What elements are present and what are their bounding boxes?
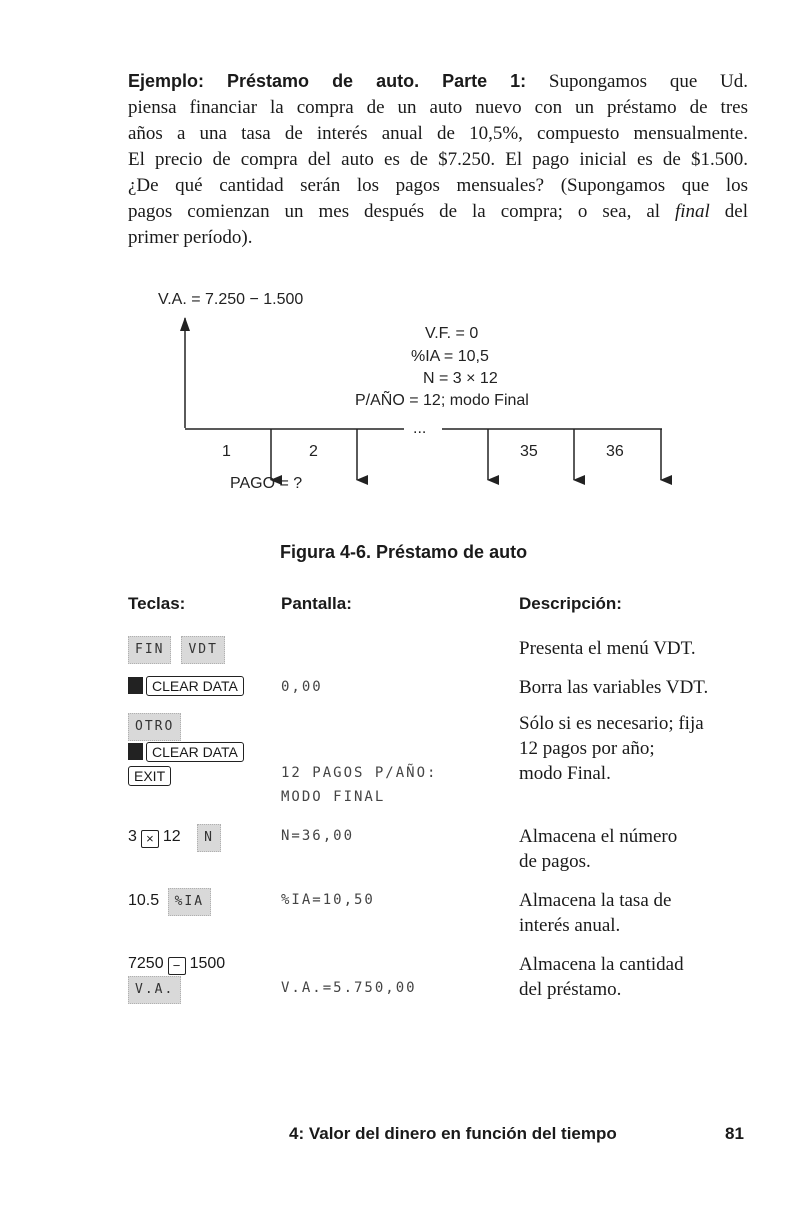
example-heading: Ejemplo: Préstamo de auto. Parte 1: (128, 71, 527, 91)
minus-key[interactable]: − (168, 957, 186, 975)
keys-row-6: 7250 − 1500 V.A. (128, 952, 225, 1004)
va-label: V.A. = 7.250 − 1.500 (158, 291, 304, 308)
intro-line-7: primer período). (128, 227, 253, 248)
intro-line-1: Ejemplo: Préstamo de auto. Parte 1: Supongamos que Ud. (128, 71, 748, 92)
softkey-vdt[interactable]: VDT (181, 636, 224, 664)
figure-caption: Figura 4-6. Préstamo de auto (280, 542, 528, 562)
shift-key-icon[interactable] (128, 743, 143, 760)
clear-data-key[interactable]: CLEAR DATA (146, 742, 244, 762)
period-2: 2 (309, 443, 318, 460)
desc-row-2: Borra las variables VDT. (519, 677, 709, 698)
display-row-2: 0,00 (281, 679, 323, 695)
n-label: N = 3 × 12 (423, 370, 498, 387)
keys-row-2 (128, 675, 244, 699)
display-row-3-line-1: 12 PAGOS P/AÑO: (281, 765, 438, 781)
keys-column-heading: Teclas: (128, 594, 186, 613)
softkey-n[interactable]: N (197, 824, 221, 852)
period-1: 1 (222, 443, 231, 460)
softkey-otro[interactable]: OTRO (128, 713, 181, 741)
keys-row-1 (128, 636, 235, 664)
keys-row-5: 10.5 %IA (128, 888, 221, 916)
pago-label: PAGO = ? (230, 475, 303, 492)
description-column-heading: Descripción: (519, 594, 622, 613)
softkey-fin[interactable]: FIN (128, 636, 171, 664)
intro-line-4: El precio de compra del auto es de $7.250. El pago inicial es de $1.500. (128, 149, 748, 170)
chapter-footer: 4: Valor del dinero en función del tiempo (289, 1124, 617, 1143)
period-36: 36 (606, 443, 624, 460)
clear-data-key[interactable]: CLEAR DATA (146, 676, 244, 696)
final-emphasis: final (674, 201, 710, 222)
display-row-3-line-2: MODO FINAL (281, 789, 386, 805)
ia-label: %IA = 10,5 (411, 348, 489, 365)
display-row-4: N=36,00 (281, 828, 355, 844)
exit-key[interactable]: EXIT (128, 766, 171, 786)
desc-row-4: Almacena el número de pagos. (519, 826, 678, 872)
desc-row-5: Almacena la tasa de interés anual. (519, 890, 672, 936)
intro-line-2: piensa financiar la compra de un auto nuevo con un préstamo de tres (128, 97, 748, 118)
desc-row-6: Almacena la cantidad del préstamo. (519, 954, 684, 1000)
display-row-5: %IA=10,50 (281, 892, 375, 908)
pano-label: P/AÑO = 12; modo Final (355, 392, 529, 409)
display-row-6: V.A.=5.750,00 (281, 980, 417, 996)
shift-key-icon[interactable] (128, 677, 143, 694)
timeline-ellipsis: ... (413, 420, 427, 437)
intro-line-3: años a una tasa de interés anual de 10,5%, compuesto mensualmente. (128, 123, 748, 144)
desc-row-1: Presenta el menú VDT. (519, 638, 696, 659)
multiply-key[interactable]: × (141, 830, 159, 848)
keys-row-4: 3 × 12 N (128, 824, 231, 852)
vf-label: V.F. = 0 (425, 325, 479, 342)
keys-row-3 (128, 713, 244, 789)
display-row-3 (281, 761, 437, 809)
softkey-ia[interactable]: %IA (168, 888, 211, 916)
period-35: 35 (520, 443, 538, 460)
intro-line-5: ¿De qué cantidad serán los pagos mensuales? (Supongamos que los (128, 175, 748, 196)
softkey-va[interactable]: V.A. (128, 976, 181, 1004)
display-column-heading: Pantalla: (281, 594, 352, 613)
page-number: 81 (725, 1124, 744, 1143)
intro-line-6: pagos comienzan un mes después de la compra; o sea, al final del (128, 201, 748, 222)
desc-row-3: Sólo si es necesario; fija 12 pagos por año; modo Final. (519, 713, 704, 784)
